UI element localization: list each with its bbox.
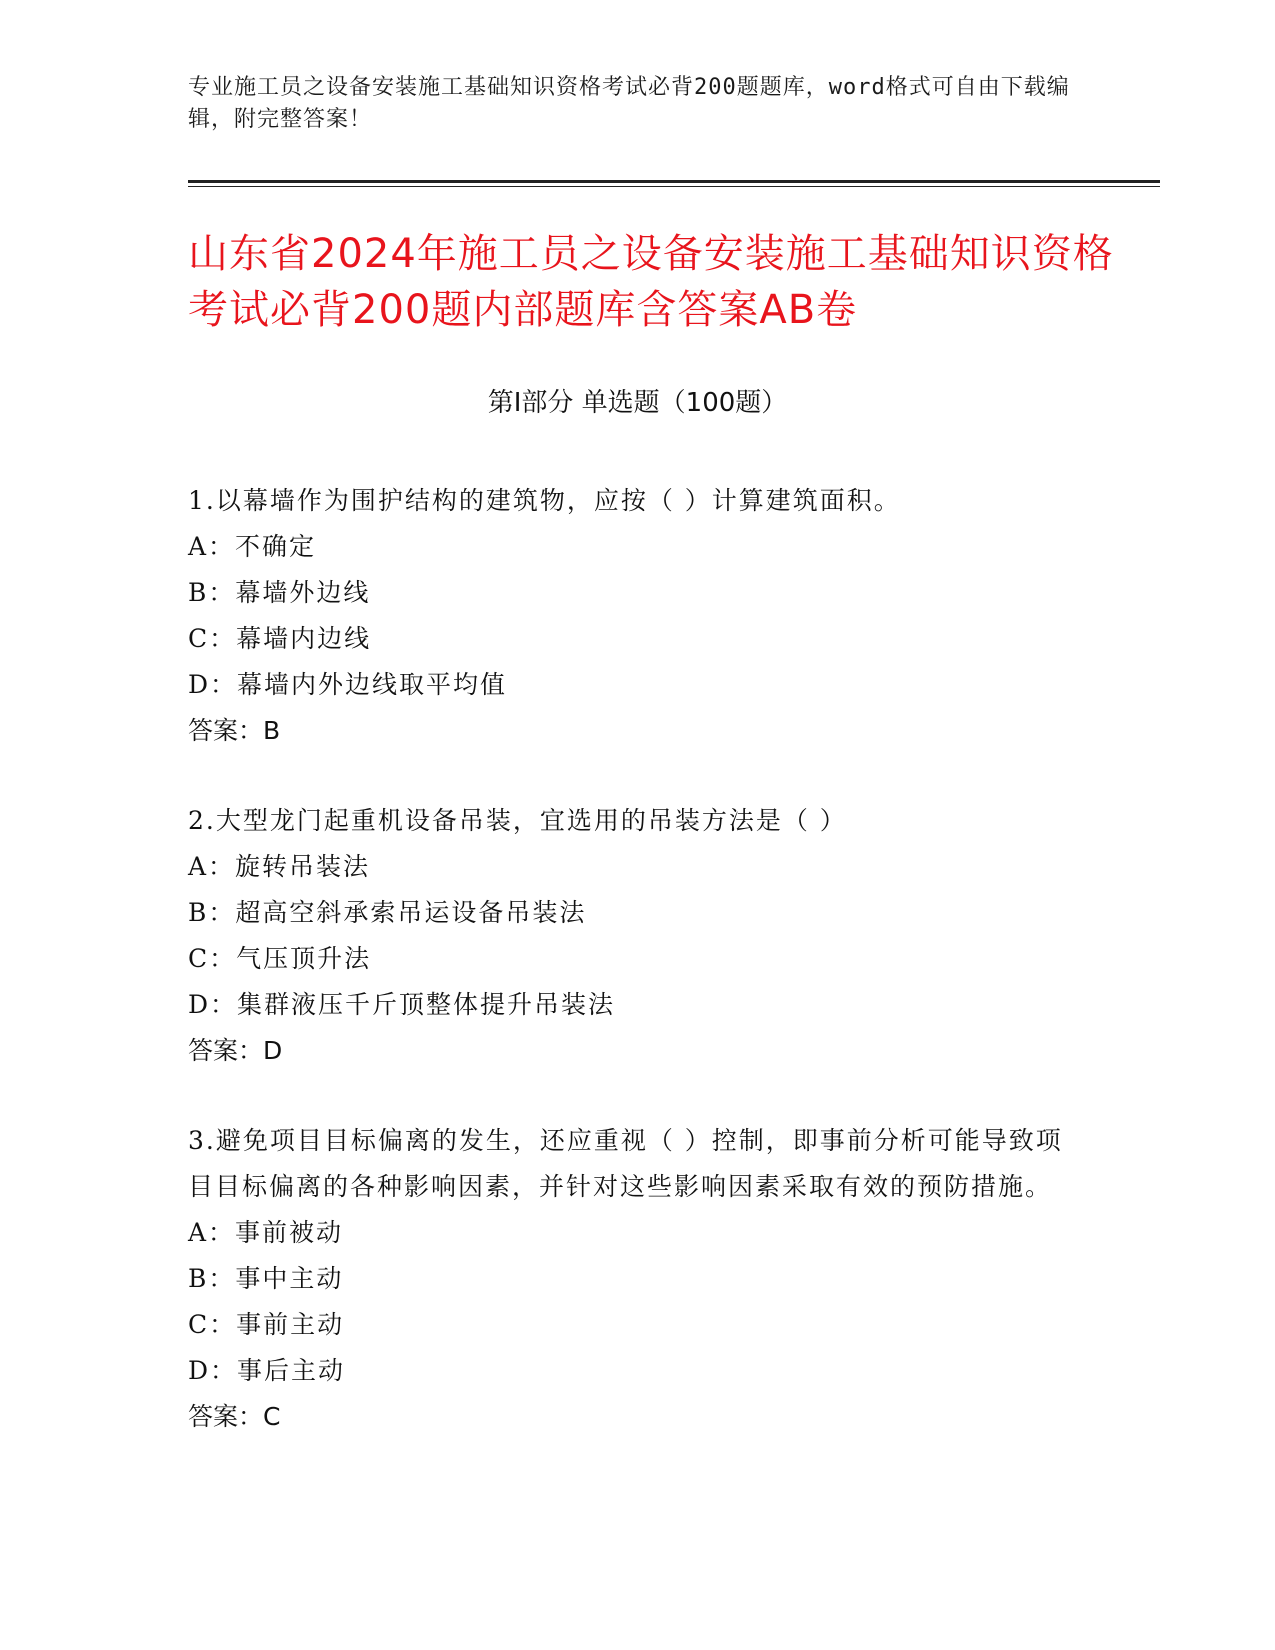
question-answer: 答案：B [188,716,281,745]
section-heading: 第Ⅰ部分 单选题（100题） [487,388,788,418]
question-option: B：事中主动 [188,1264,344,1293]
question-option: C：气压顶升法 [188,944,372,973]
question-stem: 1.以幕墙作为围护结构的建筑物，应按（ ）计算建筑面积。 [188,486,901,515]
header-note: 专业施工员之设备安装施工基础知识资格考试必背200题题库，word格式可自由下载编辑，附完整答案！ [188,75,1070,132]
question-list [188,478,1068,1484]
question-option: C：事前主动 [188,1310,345,1339]
header-divider-thick [188,180,1160,183]
question-option: B：幕墙外边线 [188,578,371,607]
question-item [188,478,1068,754]
document-title: 山东省2024年施工员之设备安装施工基础知识资格考试必背200题内部题库含答案AB卷 [188,231,1114,333]
question-option: A：不确定 [188,532,317,561]
question-option: A：事前被动 [188,1218,344,1247]
question-item [188,798,1068,1074]
question-option: D：幕墙内外边线取平均值 [188,670,508,699]
question-option: B：超高空斜承索吊运设备吊装法 [188,898,587,927]
question-option: C：幕墙内边线 [188,624,372,653]
question-answer: 答案：C [188,1402,281,1431]
question-option: D：事后主动 [188,1356,346,1385]
question-option: D：集群液压千斤顶整体提升吊装法 [188,990,616,1019]
question-stem: 3.避免项目目标偏离的发生，还应重视（ ）控制，即事前分析可能导致项目目标偏离的各种影响因素，并针对这些影响因素采取有效的预防措施。 [188,1126,1063,1201]
question-option: A：旋转吊装法 [188,852,371,881]
question-stem: 2.大型龙门起重机设备吊装，宜选用的吊装方法是（ ） [188,806,847,835]
header-divider-thin [188,186,1160,187]
question-item [188,1118,1068,1440]
question-answer: 答案：D [188,1036,283,1065]
